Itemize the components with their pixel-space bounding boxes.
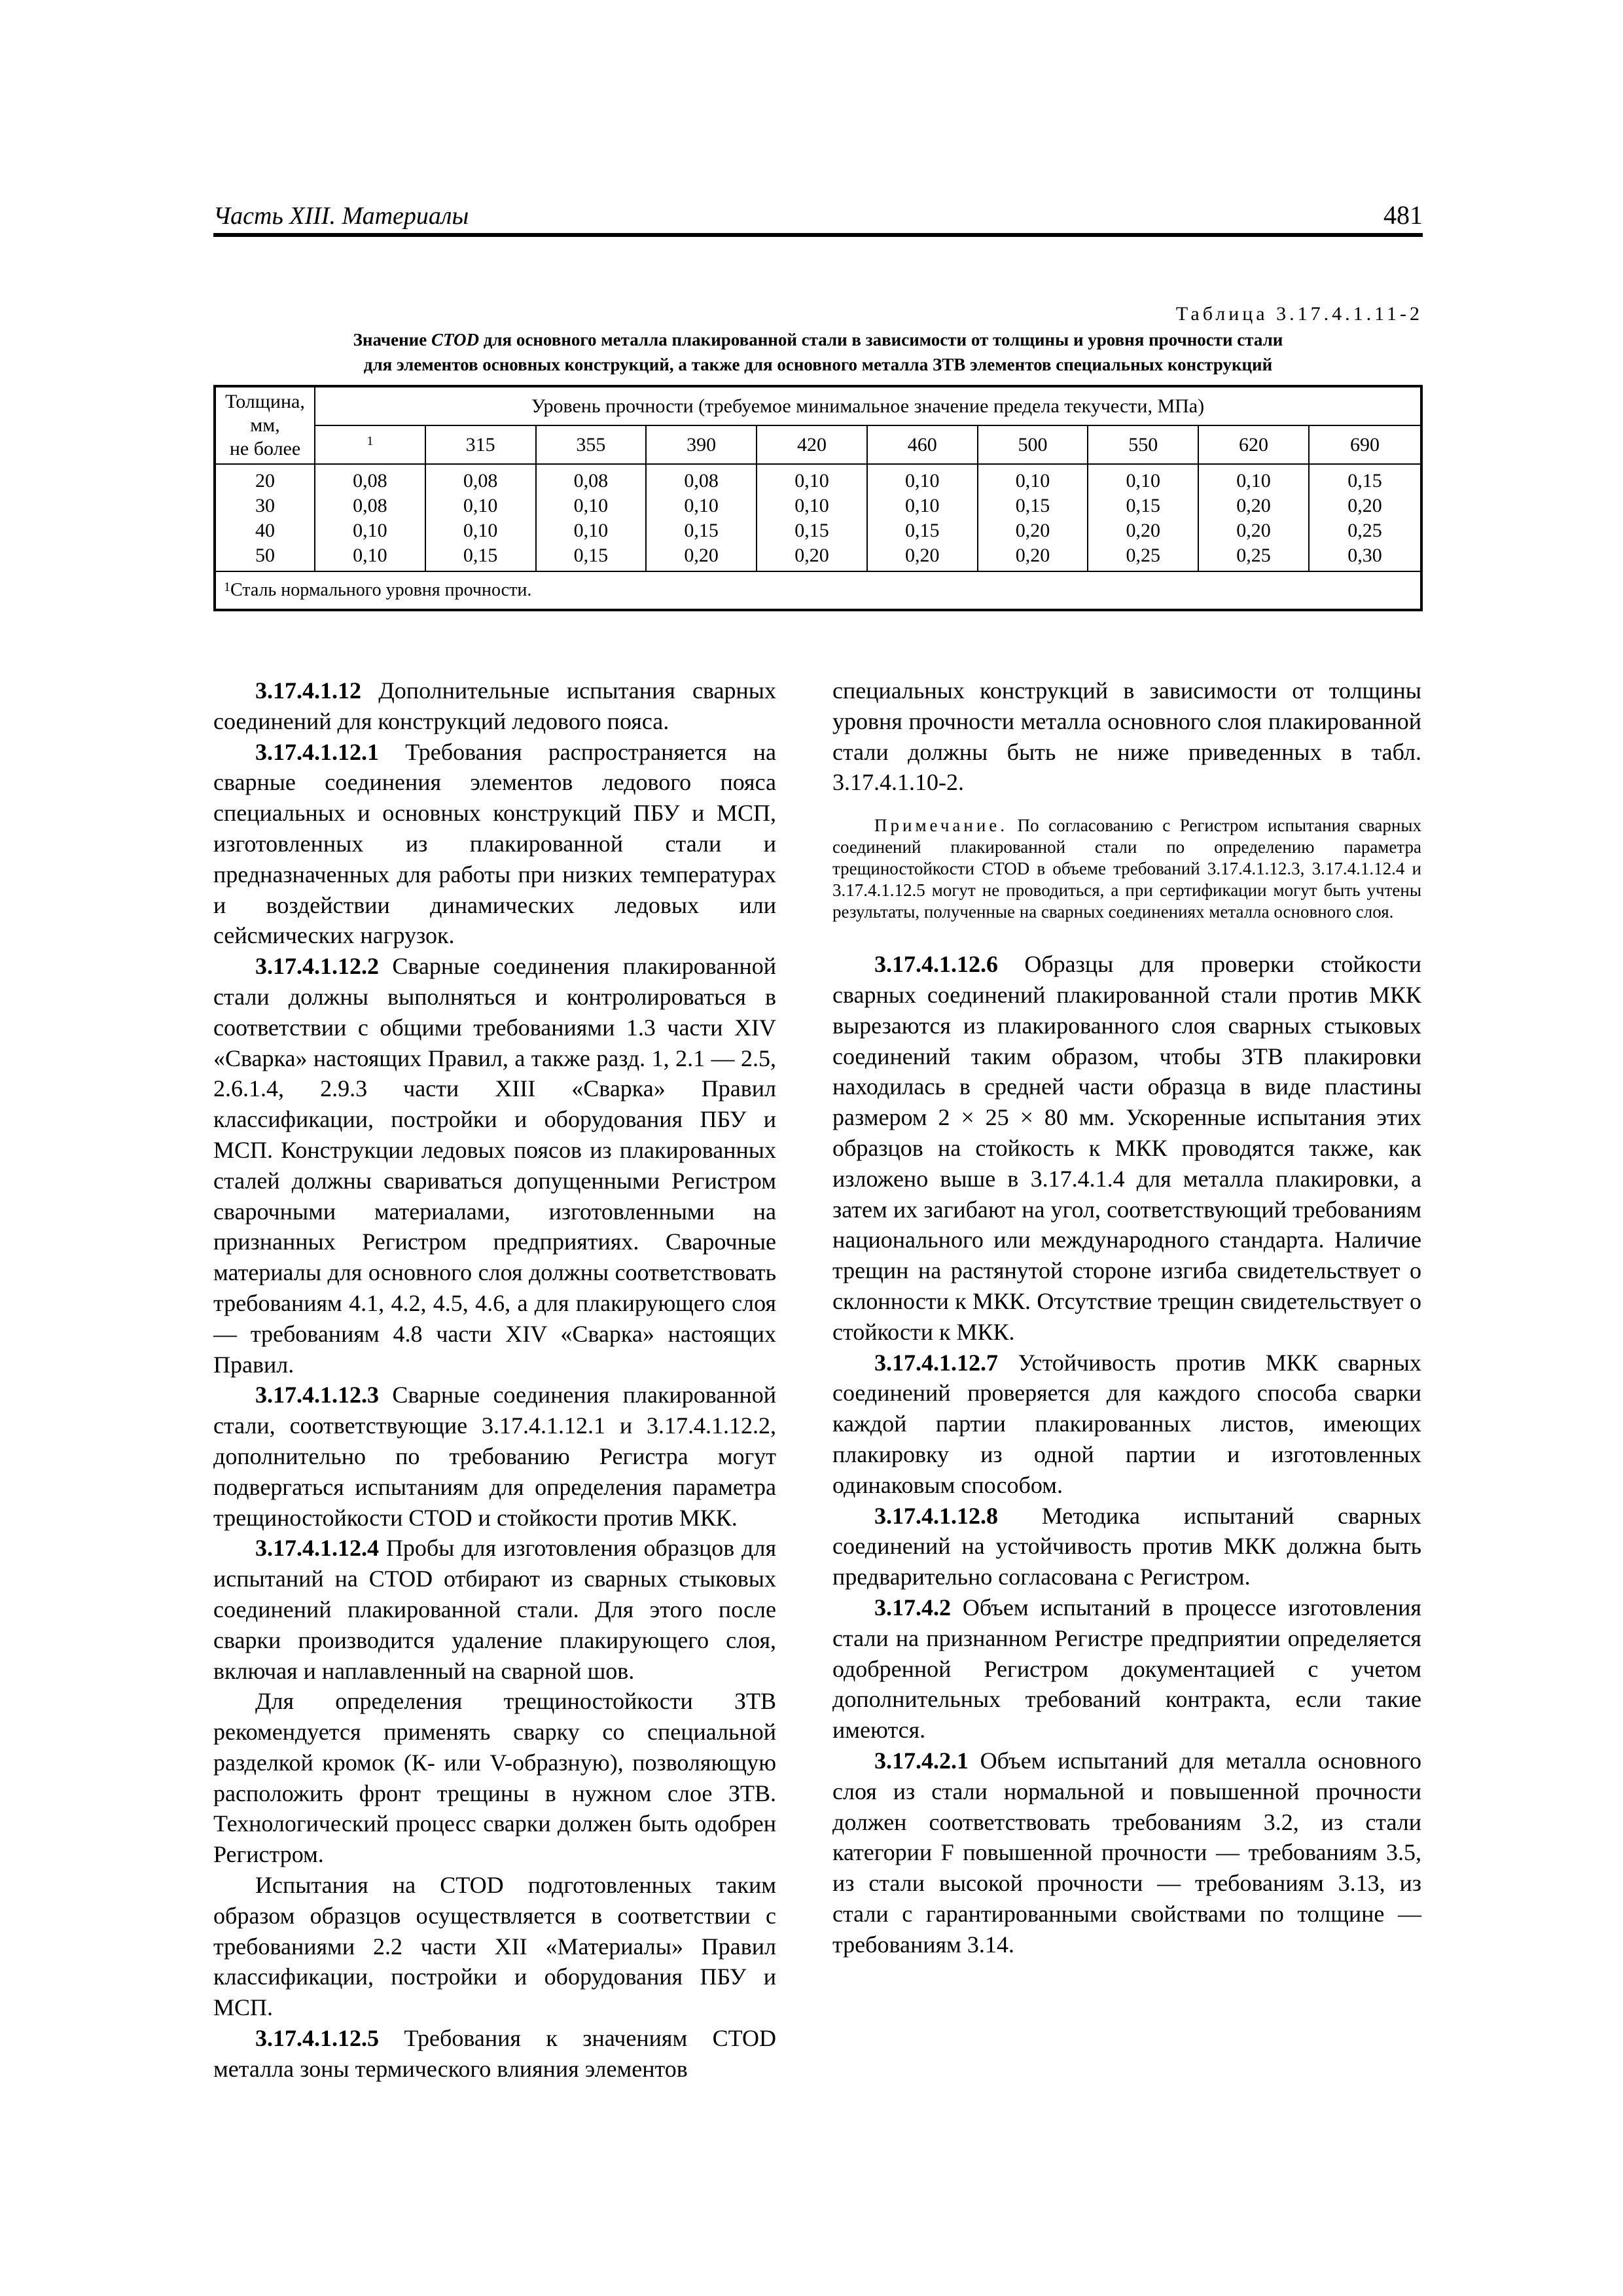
- paragraph: [213, 675, 776, 737]
- table-footnote: [215, 571, 1421, 610]
- strength-header: 620: [1198, 425, 1309, 464]
- table-cell: 20: [255, 470, 275, 492]
- table-cell: 0,20: [684, 545, 719, 566]
- table-title-part: для основного металла плакированной стали в зависимости от толщины и уровня прочности стали: [478, 330, 1283, 350]
- paragraph-text: Образцы для проверки стойкости сварных соединений плакированной стали против МКК вырезаются из плакированного слоя сварных стыковых соединений таким образом, чтобы ЗТВ плакировки находилась в средней части образца в виде пластины размером 2 × 25 × 80 мм. Ускоренные испытания этих образцов на стойкость к МКК проводятся также, как изложено выше в 3.17.4.1.4 для металла плакировки, а затем их загибают на угол, соответствующий требованиям национального или международного стандарта. Наличие трещин на растянутой стороне изгиба свидетельствует о склонности к МКК. Отсутствие трещин свидетельствует о стойкости к МКК.: [832, 951, 1421, 1345]
- value-column: [315, 464, 425, 571]
- paragraph-text: Объем испытаний для металла основного слоя из стали нормальной и повышенной прочности должен соответствовать требованиям 3.2, из стали категории F повышенной прочности — требованиям 3.5, из стали высокой прочности — требованиям 3.13, из стали с гарантированными свойствами по толщине — требованиям 3.14.: [832, 1747, 1421, 1958]
- clause-number: 3.17.4.1.12.1: [255, 738, 379, 765]
- clause-number: 3.17.4.1.12.3: [255, 1382, 379, 1408]
- table-cell: 0,25: [1347, 520, 1382, 541]
- table-cell: 0,15: [794, 520, 829, 541]
- thickness-values: [215, 464, 315, 571]
- paragraph: [213, 1686, 776, 1870]
- table-cell: 0,15: [904, 520, 940, 541]
- table-row: [215, 464, 1421, 571]
- note-label: Примечание.: [874, 816, 1008, 836]
- thickness-header-line: не более: [229, 438, 301, 459]
- paragraph-text: Дополнительные испытания сварных соединений для конструкций ледового пояса.: [213, 677, 776, 734]
- table-cell: 30: [255, 495, 275, 516]
- paragraph-text: Для определения трещиностойкости ЗТВ рекомендуется применять сварку со специальной разделкой кромок (К- или V-образную), позволяющую расположить фронт трещины в нужном слое ЗТВ. Технологический процесс сварки должен быть одобрен Регистром.: [213, 1688, 776, 1868]
- page-header: [213, 202, 1423, 237]
- strength-header: [315, 425, 425, 464]
- clause-number: 3.17.4.1.12.8: [874, 1502, 998, 1529]
- table-cell: 0,20: [1015, 520, 1050, 541]
- table-cell: 0,20: [1015, 545, 1050, 566]
- table-cell: 0,15: [1126, 495, 1160, 516]
- clause-number: 3.17.4.1.12: [255, 677, 361, 704]
- table-cell: 0,15: [684, 520, 719, 541]
- value-column: [646, 464, 757, 571]
- strength-header-mark: 1: [366, 433, 374, 448]
- table-cell: 0,15: [1015, 495, 1050, 516]
- thickness-header-line: мм,: [250, 414, 280, 436]
- strength-header: 460: [867, 425, 978, 464]
- strength-header: 315: [425, 425, 536, 464]
- note: [832, 815, 1421, 923]
- thickness-header-line: Толщина,: [225, 391, 305, 412]
- table-cell: 0,08: [353, 470, 387, 492]
- table-cell: 0,10: [794, 495, 829, 516]
- paragraph: [213, 1870, 776, 2023]
- paragraph: [832, 1501, 1421, 1592]
- table-cell: 0,10: [463, 520, 498, 541]
- paragraph: [832, 1348, 1421, 1501]
- clause-number: 3.17.4.1.12.6: [874, 951, 998, 978]
- table-cell: 0,20: [1347, 495, 1382, 516]
- table-caption: Таблица 3.17.4.1.11-2: [1175, 303, 1423, 325]
- table-title-ctod: CTOD: [431, 330, 479, 350]
- paragraph-text: Методика испытаний сварных соединений на устойчивость против МКК должна быть предварительно согласована с Регистром.: [832, 1502, 1421, 1590]
- paragraph-text: Сварные соединения плакированной стали должны выполняться и контролироваться в соответствии с общими требованиями 1.3 части XIV «Сварка» настоящих Правил, а также разд. 1, 2.1 — 2.5, 2.6.1.4, 2.9.3 части XIII «Сварка» Правил классификации, постройки и оборудования ПБУ и МСП. Конструкции ледовых поясов из плакированных сталей должны свариваться допущенными Регистром сварочными материалами, изготовленными на признанных Регистром предприятиях. Сварочные материалы для основного слоя должны соответствовать требованиям 4.1, 4.2, 4.5, 4.6, а для плакирующего слоя — требованиям 4.8 части XIV «Сварка» настоящих Правил.: [213, 953, 776, 1378]
- ctod-table: [213, 385, 1423, 611]
- table-cell: 0,20: [794, 545, 829, 566]
- table-cell: 0,25: [1126, 545, 1160, 566]
- value-column: [1088, 464, 1198, 571]
- strength-header: 355: [536, 425, 647, 464]
- table-cell: 0,15: [573, 545, 609, 566]
- table-cell: 0,10: [573, 495, 609, 516]
- clause-number: 3.17.4.1.12.4: [255, 1535, 379, 1562]
- clause-number: 3.17.4.1.12.7: [874, 1349, 998, 1376]
- value-column: [867, 464, 978, 571]
- note-text: По согласованию с Регистром испытания сварных соединений плакированной стали по определению параметра трещиностойкости CTOD в объеме требований 3.17.4.1.12.3, 3.17.4.1.12.4 и 3.17.4.1.12.5 могут не проводиться, а при сертификации могут быть учтены результаты, полученные на сварных соединениях металла основного слоя.: [832, 816, 1421, 922]
- paragraph: [832, 1592, 1421, 1746]
- paragraph-text: Устойчивость против МКК сварных соединений проверяется для каждого способа сварки каждой партии плакированных листов, имеющих плакировку из одной партии и изготовленных одинаковым способом.: [832, 1349, 1421, 1498]
- strength-header: 390: [646, 425, 757, 464]
- paragraph-text: Требования к значениям CTOD металла зоны термического влияния элементов: [213, 2025, 776, 2082]
- table-cell: 0,20: [1236, 520, 1271, 541]
- table-cell: 0,15: [463, 545, 498, 566]
- table-cell: 40: [255, 520, 275, 541]
- table-cell: 0,08: [573, 470, 609, 492]
- table-cell: 0,10: [353, 520, 387, 541]
- table-title: [213, 327, 1423, 377]
- value-column: [1198, 464, 1309, 571]
- paragraph-text: Требования распространяется на сварные соединения элементов ледового пояса специальных и основных конструкций ПБУ и МСП, изготовленных из плакированной стали и предназначенных для работы при низких температурах и воздействии динамических ледовых или сейсмических нагрузок.: [213, 738, 776, 949]
- table-cell: 0,10: [1015, 470, 1050, 492]
- table-cell: 0,10: [1126, 470, 1160, 492]
- paragraph-text: Пробы для изготовления образцов для испытаний на CTOD отбирают из сварных стыковых соединений плакированной стали. Для этого после сварки производится удаление плакирующего слоя, включая и наплавленный на сварной шов.: [213, 1535, 776, 1684]
- table-cell: 0,08: [353, 495, 387, 516]
- paragraph: [213, 951, 776, 1380]
- value-column: [1309, 464, 1421, 571]
- strength-header: 500: [978, 425, 1088, 464]
- table-cell: 0,30: [1347, 545, 1382, 566]
- table-cell: 0,10: [684, 495, 719, 516]
- clause-number: 3.17.4.1.12.5: [255, 2025, 379, 2052]
- paragraph: [832, 1746, 1421, 1960]
- left-text-column: [213, 675, 776, 2085]
- table-cell: 0,15: [1347, 470, 1382, 492]
- clause-number: 3.17.4.1.12.2: [255, 953, 379, 980]
- table-cell: 0,10: [904, 470, 940, 492]
- table-cell: 0,08: [463, 470, 498, 492]
- clause-number: 3.17.4.2.1: [874, 1747, 969, 1774]
- clause-number: 3.17.4.2: [874, 1594, 951, 1621]
- paragraph: [213, 1533, 776, 1686]
- paragraph: [213, 737, 776, 952]
- paragraph-text: Испытания на CTOD подготовленных таким образом образцов осуществляется в соответствии с требованиями 2.2 части XII «Материалы» Правил классификации, постройки и оборудования ПБУ и МСП.: [213, 1872, 776, 2021]
- table-cell: 0,08: [684, 470, 719, 492]
- footnote-mark: 1: [224, 580, 230, 594]
- table-cell: 0,20: [1126, 520, 1160, 541]
- page-number: 481: [1383, 200, 1423, 230]
- table-title-part: Значение: [353, 330, 431, 350]
- table-cell: 0,10: [463, 495, 498, 516]
- thickness-header: [215, 386, 315, 464]
- table-cell: 0,25: [1236, 545, 1271, 566]
- paragraph: [213, 1380, 776, 1533]
- paragraph-text: Объем испытаний в процессе изготовления стали на признанном Регистре предприятии определяется одобренной Регистром документацией с учетом дополнительных требований контракта, если такие имеются.: [832, 1594, 1421, 1744]
- paragraph: [832, 949, 1421, 1347]
- right-text-column: [832, 675, 1421, 1960]
- paragraph-text: специальных конструкций в зависимости от толщины уровня прочности металла основного слоя плакированной стали должны быть не ниже приведенных в табл. 3.17.4.1.10-2.: [832, 677, 1421, 796]
- paragraph: [832, 675, 1421, 798]
- value-column: [757, 464, 867, 571]
- paragraph-text: Сварные соединения плакированной стали, соответствующие 3.17.4.1.12.1 и 3.17.4.1.12.2, дополнительно по требованию Регистра могут подвергаться испытаниям для определения параметра трещиностойкости CTOD и стойкости против МКК.: [213, 1382, 776, 1531]
- table-cell: 0,10: [904, 495, 940, 516]
- table-title-line2: для элементов основных конструкций, а также для основного металла ЗТВ элементов специальных конструкций: [363, 355, 1273, 374]
- strength-header: 550: [1088, 425, 1198, 464]
- table-cell: 0,10: [1236, 470, 1271, 492]
- value-column: [425, 464, 536, 571]
- table-cell: 0,10: [794, 470, 829, 492]
- table-cell: 50: [255, 545, 275, 566]
- table-cell: 0,10: [573, 520, 609, 541]
- table-cell: 0,10: [353, 545, 387, 566]
- table-cell: 0,20: [904, 545, 940, 566]
- table-cell: 0,20: [1236, 495, 1271, 516]
- strength-group-header: Уровень прочности (требуемое минимальное значение предела текучести, МПа): [315, 386, 1421, 425]
- strength-header: 420: [757, 425, 867, 464]
- footnote-text: Сталь нормального уровня прочности.: [230, 580, 532, 600]
- strength-header: 690: [1309, 425, 1421, 464]
- paragraph: [213, 2023, 776, 2085]
- value-column: [978, 464, 1088, 571]
- running-title: Часть XIII. Материалы: [213, 202, 469, 230]
- value-column: [536, 464, 647, 571]
